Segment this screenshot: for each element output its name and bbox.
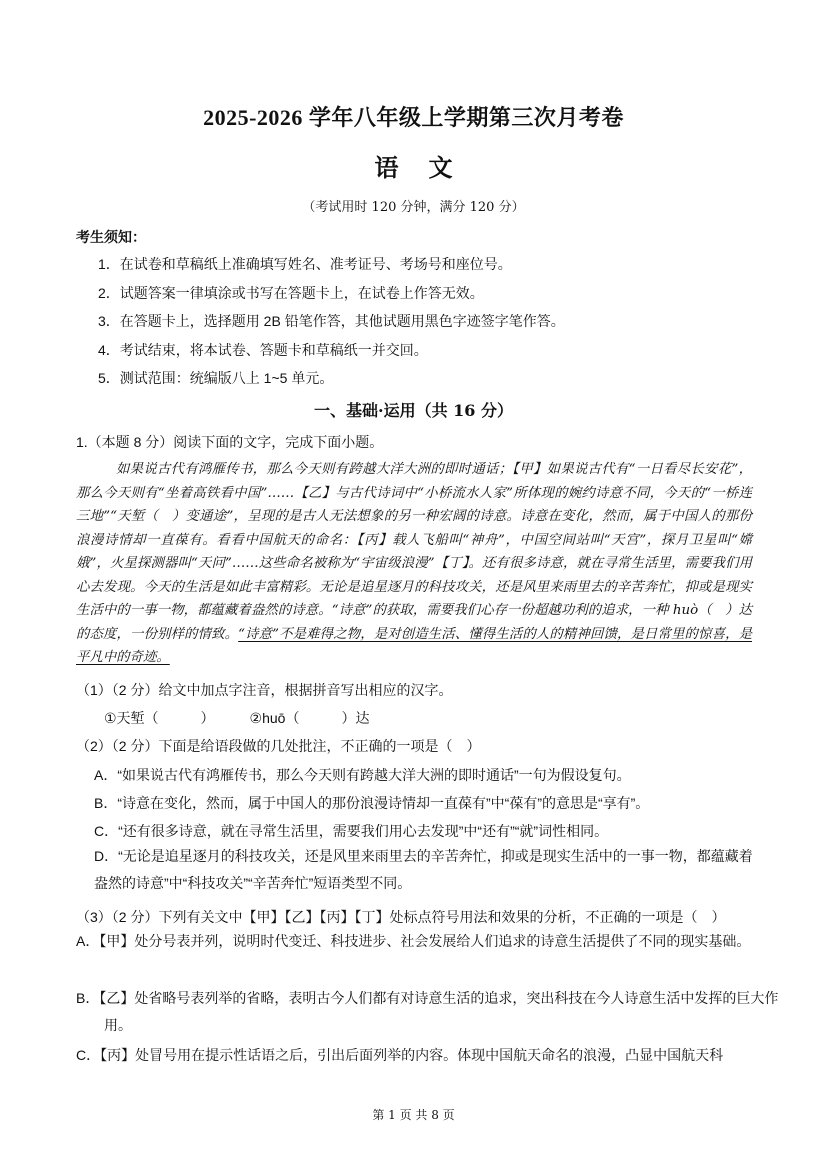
instruction-item: 2．试题答案一律填涂或书写在答题卡上，在试卷上作答无效。 — [98, 285, 484, 301]
instructions-heading: 考生须知： — [76, 230, 146, 246]
instruction-item: 3．在答题卡上，选择题用 2B 铅笔作答，其他试题用黑色字迹签字笔作答。 — [98, 313, 565, 329]
exam-time-note: （考试用时 120 分钟，满分 120 分） — [302, 200, 525, 215]
option-a: A．【甲】处分号表并列，说明时代变迁、科技进步、社会发展给人们追求的诗意生活提供了不同的现实基础。 — [76, 933, 751, 949]
option-b: B．“诗意在变化，然而，属于中国人的那份浪漫诗情却一直葆有”中“葆有”的意思是“享有”。 — [94, 795, 650, 811]
sub-question-3: （3）（2 分）下列有关文中【甲】【乙】【丙】【丁】处标点符号用法和效果的分析，不正确的一项是（ ） — [76, 909, 726, 925]
section-title: 一、基础·运用（共 16 分） — [314, 401, 513, 420]
passage-underlined-sentence: “诗意”不是难得之物，是对创造生活、懂得生活的人的精神回馈，是日常里的惊喜，是平凡中的奇迹。 — [76, 626, 752, 665]
option-d: D．“无论是追星逐月的科技攻关，还是风里来雨里去的辛苦奔忙，抑或是现实生活中的一事一物，都蕴藏着盎然的诗意”中“科技攻关”“辛苦奔忙”短语类型不同。 — [94, 848, 753, 891]
sub-question-2: （2）（2 分）下面是给语段做的几处批注，不正确的一项是（ ） — [76, 738, 481, 754]
exam-title: 2025-2026 学年八年级上学期第三次月考卷 — [203, 105, 624, 130]
sub-question-1-blanks: ①天堑（ ） ②huō（ ）达 — [104, 710, 370, 726]
option-c: C．“还有很多诗意，就在寻常生活里，需要我们用心去发现”中“还有”“就”词性相同。 — [94, 823, 609, 839]
option-b: B．【乙】处省略号表列举的省略，表明古今人们都有对诗意生活的追求，突出科技在今人诗意生活中发挥的巨大作用。 — [76, 990, 779, 1033]
option-a: A．“如果说古代有鸿雁传书，那么今天则有跨越大洋大洲的即时通话”一句为假设复句。 — [94, 767, 631, 783]
option-c: C．【丙】处冒号用在提示性话语之后，引出后面列举的内容。体现中国航天命名的浪漫，凸显中国航天科 — [76, 1047, 724, 1063]
reading-passage — [76, 458, 752, 670]
subject-title: 语文 — [374, 153, 483, 182]
instruction-item: 1．在试卷和草稿纸上准确填写姓名、准考证号、考场号和座位号。 — [98, 256, 512, 272]
sub-question-1: （1）（2 分）给文中加点字注音，根据拼音写出相应的汉字。 — [76, 682, 453, 698]
question-1-stem: 1.（本题 8 分）阅读下面的文字，完成下面小题。 — [76, 434, 384, 450]
instruction-item: 4．考试结束，将本试卷、答题卡和草稿纸一并交回。 — [98, 342, 428, 358]
instruction-item: 5．测试范围：统编版八上 1~5 单元。 — [98, 370, 334, 386]
page-footer: 第 1 页 共 8 页 — [372, 1108, 455, 1122]
passage-text: 如果说古代有鸿雁传书，那么今天则有跨越大洋大洲的即时通话；【甲】如果说古代有“一日看尽长安花”，那么今天则有“坐着高铁看中国”……【乙】与古代诗词中“小桥流水人家”所体现的婉约诗意不同，今天的“一桥连三地”“天堑（ ）变通途”，呈现的是古人无法想象的另一种宏阔的诗意。诗意在变化，然而，属于中国人的那份浪漫诗情却一直葆有。看看中国航天的命名：【丙】载人飞船叫“神舟”，中国空间站叫“天宫”，探月卫星叫“嫦娥”，火星探测器叫“天问”……这些命名被称为“宇宙级浪漫”【丁】。还有很多诗意，就在寻常生活里，需要我们用心去发现。今天的生活是如此丰富精彩。无论是追星逐月的科技攻关，还是风里来雨里去的辛苦奔忙，抑或是现实生活中的一事一物，都蕴藏着盎然的诗意。“诗意”的获取，需要我们心存一份超越功利的追求，一种 huò（ ）达的态度，一份别样的情致。 — [76, 462, 752, 642]
